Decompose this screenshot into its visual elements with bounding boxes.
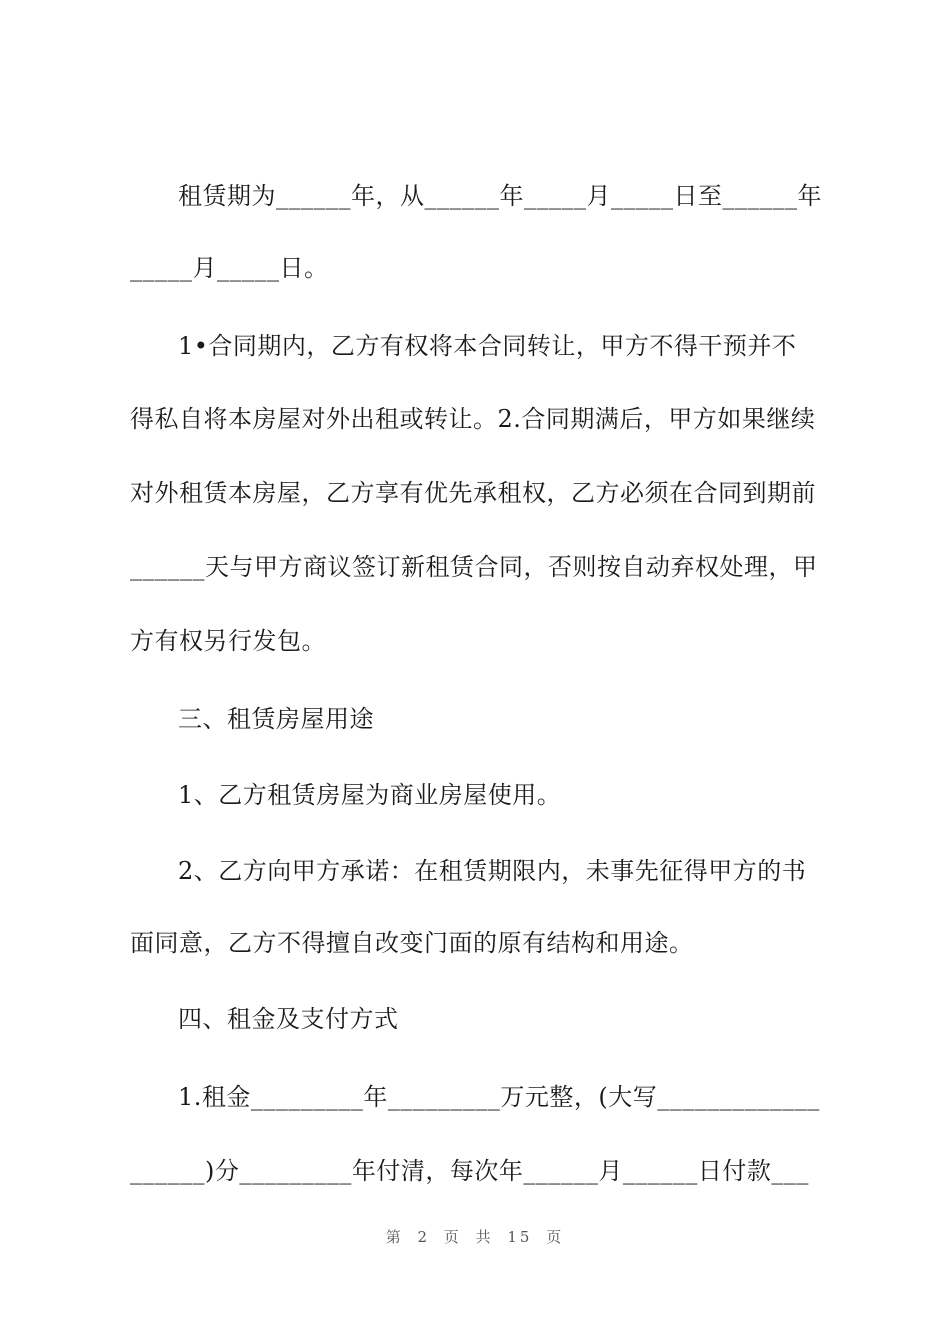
lease-term-line: 租赁期为______年，从______年_____月_____日至______年: [178, 182, 822, 210]
clause-1-line: 1•合同期内，乙方有权将本合同转让，甲方不得干预并不: [178, 332, 797, 360]
section-3-heading: 三、租赁房屋用途: [178, 705, 374, 733]
lease-term-line-cont: _____月_____日。: [130, 254, 329, 282]
section-3-item-1: 1、乙方租赁房屋为商业房屋使用。: [178, 781, 562, 809]
rent-amount-line: 1.租金_________年_________万元整，(大写_____________: [178, 1083, 820, 1111]
rent-payment-line: ______)分_________年付清，每次年______月______日付款___: [130, 1157, 809, 1185]
clause-2-line-cont: ______天与甲方商议签订新租赁合同，否则按自动弃权处理，甲: [130, 553, 818, 581]
clause-1-line-cont: 得私自将本房屋对外出租或转让。2.合同期满后，甲方如果继续: [130, 405, 816, 433]
section-4-heading: 四、租金及支付方式: [178, 1005, 399, 1033]
section-3-item-2-cont: 面同意，乙方不得擅自改变门面的原有结构和用途。: [130, 929, 694, 957]
clause-2-line-end: 方有权另行发包。: [130, 627, 326, 655]
page-number-footer: 第 2 页 共 15 页: [385, 1228, 565, 1246]
section-3-item-2: 2、乙方向甲方承诺：在租赁期限内，未事先征得甲方的书: [178, 857, 807, 885]
clause-2-line: 对外租赁本房屋，乙方享有优先承租权，乙方必须在合同到期前: [130, 479, 816, 507]
